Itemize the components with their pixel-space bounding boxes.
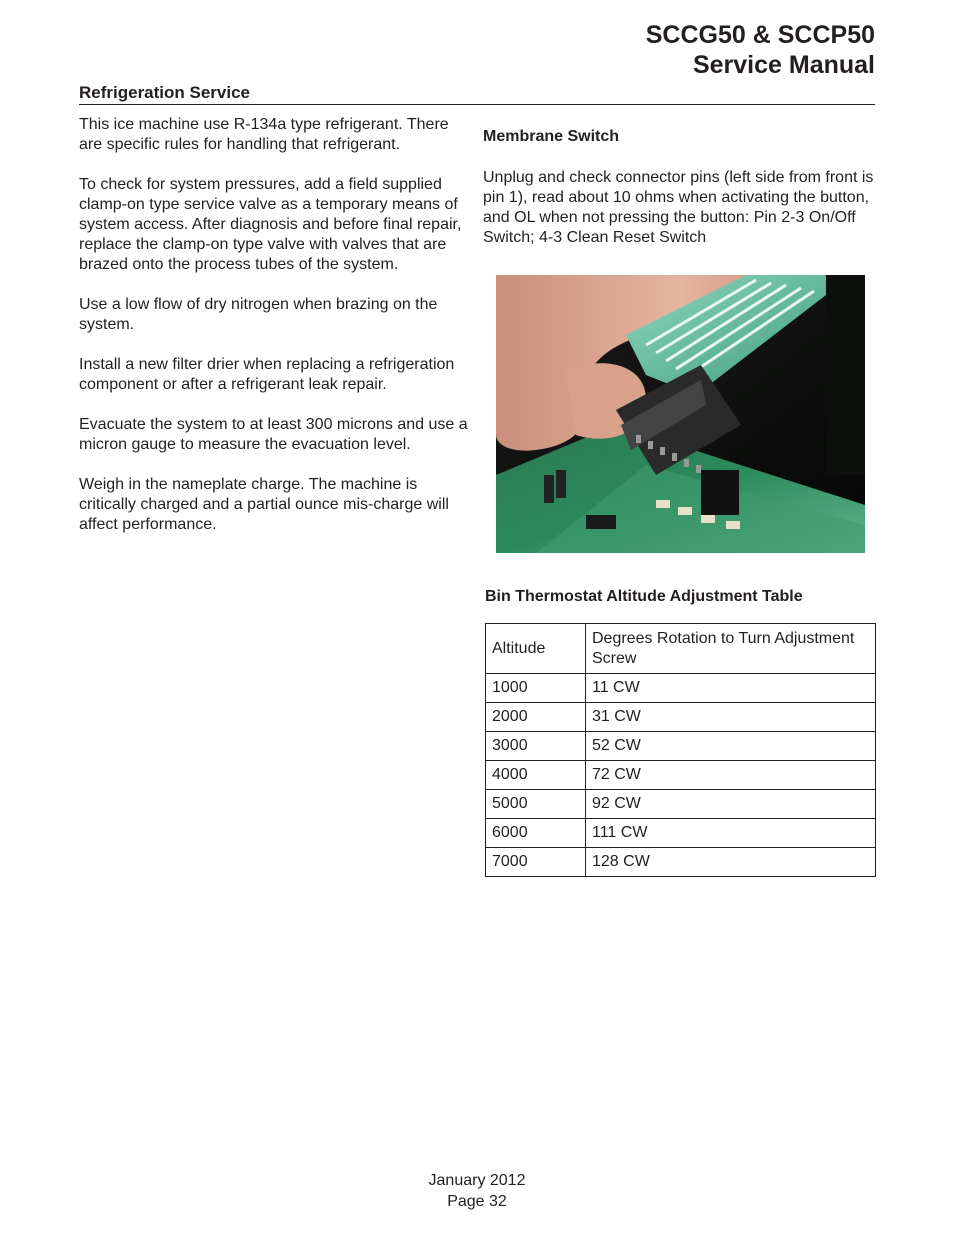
altitude-table-heading: Bin Thermostat Altitude Adjustment Table	[485, 588, 803, 605]
left-column	[79, 115, 474, 555]
footer-page-number: Page 32	[447, 1193, 507, 1210]
table-row	[486, 732, 876, 761]
membrane-connector-illustration	[496, 275, 865, 553]
paragraph-refrigerant: This ice machine use R-134a type refrigerant. There are specific rules for handling that refrigerant.	[79, 116, 449, 153]
table-row	[486, 819, 876, 848]
cell-rotation: 111 CW	[586, 819, 876, 848]
cell-altitude: 1000	[486, 674, 586, 703]
page-footer	[0, 1170, 954, 1212]
table-header-row	[486, 624, 876, 674]
table-row	[486, 674, 876, 703]
cell-rotation: 31 CW	[586, 703, 876, 732]
cell-altitude: 6000	[486, 819, 586, 848]
cell-altitude: 5000	[486, 790, 586, 819]
cell-altitude: 3000	[486, 732, 586, 761]
table-row	[486, 790, 876, 819]
membrane-switch-text: Unplug and check connector pins (left side from front is pin 1), read about 10 ohms when activating the button, and OL when not pressing the button: Pin 2-3 On/Off Switch; 4-3 Clean Reset Switch	[483, 169, 874, 246]
membrane-switch-heading: Membrane Switch	[483, 128, 620, 145]
cell-altitude: 4000	[486, 761, 586, 790]
document-title-line2: Service Manual	[692, 51, 875, 79]
document-title-line1: SCCG50 & SCCP50	[645, 21, 875, 49]
table-row	[486, 761, 876, 790]
paragraph-charge: Weigh in the nameplate charge. The machine is critically charged and a partial ounce mis-charge will affect performance.	[79, 476, 449, 533]
cell-rotation: 92 CW	[586, 790, 876, 819]
altitude-adjustment-table	[485, 623, 876, 877]
paragraph-evacuate: Evacuate the system to at least 300 microns and use a micron gauge to measure the evacuation level.	[79, 416, 468, 453]
header-rotation: Degrees Rotation to Turn Adjustment Screw	[586, 624, 876, 674]
cell-rotation: 11 CW	[586, 674, 876, 703]
paragraph-pressures: To check for system pressures, add a field supplied clamp-on type service valve as a temporary means of system access. After diagnosis and before final repair, replace the clamp-on type valve with valves that are brazed onto the process tubes of the system.	[79, 176, 462, 273]
document-title	[646, 20, 875, 80]
cell-rotation: 128 CW	[586, 848, 876, 877]
cell-altitude: 7000	[486, 848, 586, 877]
footer-date: January 2012	[428, 1172, 526, 1189]
membrane-connector-photo	[496, 275, 865, 553]
section-divider	[79, 104, 875, 105]
cell-rotation: 52 CW	[586, 732, 876, 761]
paragraph-nitrogen: Use a low flow of dry nitrogen when brazing on the system.	[79, 296, 438, 333]
cell-altitude: 2000	[486, 703, 586, 732]
paragraph-filter-drier: Install a new filter drier when replacing a refrigeration component or after a refrigerant leak repair.	[79, 356, 455, 393]
section-title: Refrigeration Service	[79, 83, 251, 102]
header-altitude: Altitude	[486, 624, 586, 674]
table-row	[486, 848, 876, 877]
cell-rotation: 72 CW	[586, 761, 876, 790]
table-row	[486, 703, 876, 732]
